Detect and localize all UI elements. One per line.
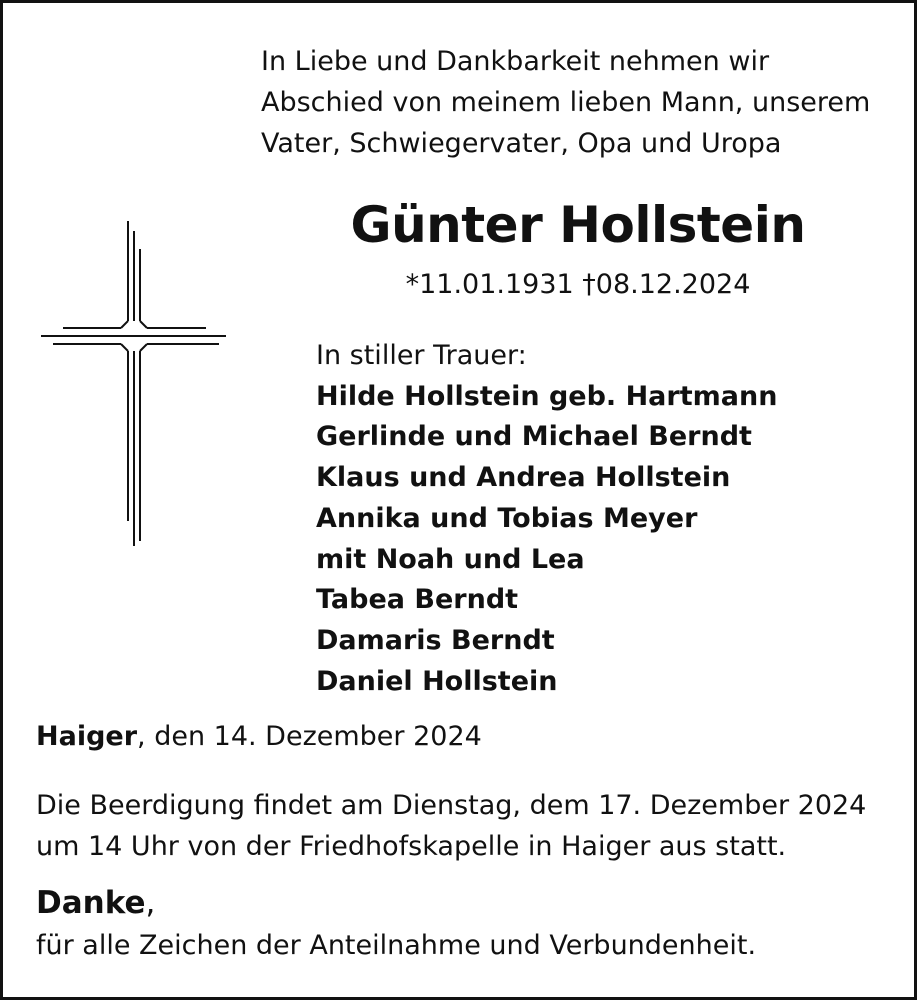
funeral-line: Die Beerdigung findet am Dienstag, dem 17. Dezember 2024 [36,790,867,821]
intro-text [261,41,911,164]
notice-date: , den 14. Dezember 2024 [137,721,482,752]
deceased-name: Günter Hollstein [350,196,806,254]
thanks-heading [36,885,155,921]
place-name: Haiger [36,721,138,752]
mourner-name: Annika und Tobias Meyer [316,502,698,534]
thanks-comma: , [145,885,156,921]
place-date-line [36,721,482,752]
mourner-name: Tabea Berndt [316,584,519,616]
cross-icon [41,221,231,551]
life-dates: *11.01.1931 †08.12.2024 [405,269,751,300]
mourner-name: Gerlinde und Michael Berndt [316,421,752,453]
intro-line: Vater, Schwiegervater, Opa und Uropa [261,128,782,159]
intro-line: Abschied von meinem lieben Mann, unserem [261,87,871,118]
mourner-name: mit Noah und Lea [316,543,585,575]
mourners-list [316,377,777,703]
thanks-word: Danke [36,885,146,921]
funeral-line: um 14 Uhr von der Friedhofskapelle in Haiger aus statt. [36,831,787,862]
mourner-name: Damaris Berndt [316,624,555,656]
thanks-text: für alle Zeichen der Anteilnahme und Verbundenheit. [36,930,757,961]
mourner-name: Hilde Hollstein geb. Hartmann [316,380,778,412]
mourners-block [316,336,777,702]
mourner-name: Klaus und Andrea Hollstein [316,462,731,494]
funeral-info [36,785,866,867]
intro-line: In Liebe und Dankbarkeit nehmen wir [261,46,770,77]
mourner-name: Daniel Hollstein [316,665,558,697]
mourners-heading: In stiller Trauer: [316,340,527,371]
